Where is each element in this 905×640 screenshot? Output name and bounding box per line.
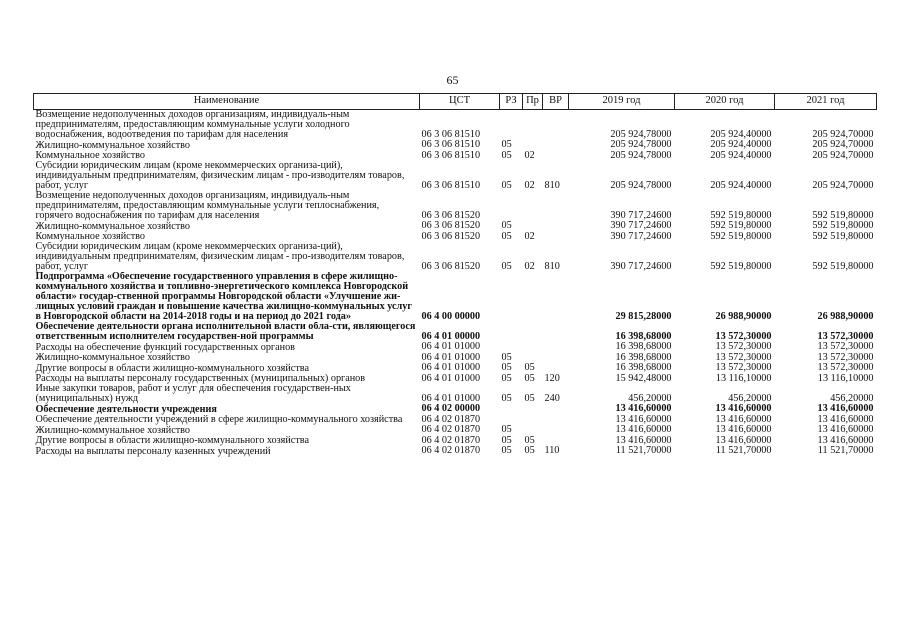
row-amount-2020: 456,20000 [728,392,772,404]
row-rz [500,342,523,353]
table-row [34,322,877,342]
row-amount-2020: 205 924,40000 [710,140,772,150]
row-rz [500,404,523,415]
row-name: Обеспечение деятельности учреждений в сфере жилищно-коммунального хозяйства [35,414,403,425]
row-cst: 06 4 00 00000 [421,310,481,322]
row-amount-2021: 13 416,60000 [817,435,874,446]
row-vr: 810 [544,260,560,272]
row-cst: 06 4 01 00000 [421,330,481,342]
row-amount-2020: 205 924,40000 [710,179,772,191]
header-2020: 2020 год [675,94,775,110]
row-amount-2019: 456,20000 [628,392,672,404]
header-name: Наименование [34,94,420,110]
table-row [34,436,877,447]
table-row [34,110,877,141]
row-rz [500,415,523,426]
row-vr: 240 [544,392,560,404]
row-name: Обеспечение деятельности органа исполнительной власти обла-сти, являющегося ответственным исполнителем государствен-ной программы [35,322,416,342]
row-rz: 05 [501,392,512,404]
row-cst: 06 3 06 81510 [421,179,481,191]
row-vr [543,140,569,151]
row-pr: 05 [524,435,535,446]
table-row [34,446,877,457]
row-amount-2019: 13 416,60000 [615,425,672,435]
row-amount-2021: 592 519,80000 [812,209,874,221]
row-rz [500,272,523,322]
row-name: Обеспечение деятельности учреждения [35,404,217,415]
row-amount-2020: 11 521,70000 [715,446,772,456]
row-name: Субсидии юридическим лицам (кроме некоммерческих организа-ций), индивидуальным предпринимателям, физическим лицам - про-изводителям товаров, работ, услуг [35,242,405,272]
row-rz: 05 [501,150,512,161]
row-pr [523,415,543,426]
row-amount-2019: 29 815,28000 [615,310,672,322]
row-amount-2019: 205 924,78000 [610,179,672,191]
row-amount-2019: 15 942,48000 [615,373,672,384]
table-row [34,404,877,415]
row-rz: 05 [501,425,512,435]
row-pr [523,342,543,353]
row-cst: 06 3 06 81520 [421,260,481,272]
row-rz [500,191,523,221]
row-amount-2020: 13 116,10000 [715,373,772,384]
row-amount-2020: 592 519,80000 [710,221,772,231]
row-rz: 05 [501,352,512,363]
row-amount-2019: 16 398,68000 [615,342,672,352]
row-name: Другие вопросы в области жилищно-коммунального хозяйства [35,435,309,446]
row-cst: 06 3 06 81520 [421,221,481,231]
row-name: Расходы на обеспечение функций государственных органов [35,342,295,353]
table-row [34,353,877,364]
row-amount-2020: 592 519,80000 [710,260,772,272]
row-pr: 02 [524,260,535,272]
row-cst: 06 3 06 81510 [421,150,481,161]
row-rz [500,110,523,141]
row-amount-2021: 13 572,30000 [817,342,874,352]
row-amount-2021: 13 116,10000 [817,373,874,384]
row-pr: 05 [524,392,535,404]
row-rz: 05 [501,231,512,242]
row-cst: 06 4 01 01000 [421,392,481,404]
row-amount-2019: 390 717,24600 [610,209,672,221]
row-pr [523,110,543,141]
header-pr: Пр [523,94,543,110]
table-row [34,151,877,162]
row-amount-2021: 26 988,90000 [817,310,874,322]
row-amount-2021: 205 924,70000 [812,128,874,140]
row-amount-2019: 13 416,60000 [615,414,672,425]
row-pr [523,140,543,151]
row-amount-2020: 13 572,30000 [715,352,772,363]
row-pr: 02 [524,150,535,161]
row-amount-2020: 26 988,90000 [715,310,772,322]
row-amount-2019: 16 398,68000 [615,330,672,342]
table-row [34,425,877,436]
row-pr [523,221,543,232]
row-name: Возмещение недополученных доходов организациям, индивидуаль-ным предпринимателям, предоставляющим коммунальные услуги теплоснабжения, горячего водоснабжения по тарифам для населения [35,191,380,221]
row-amount-2020: 13 572,30000 [715,342,772,352]
row-amount-2021: 13 416,60000 [817,404,874,414]
row-name: Возмещение недополученных доходов организациям, индивидуаль-ным предпринимателям, предоставляющим коммунальные услуги холодного водоснабжения, водоотведения по тарифам для населения [35,109,350,140]
table-row [34,161,877,191]
row-amount-2021: 11 521,70000 [817,446,874,456]
row-name: Коммунальное хозяйство [35,231,145,242]
row-cst: 06 4 01 01000 [421,342,481,352]
table-row [34,232,877,243]
row-vr [543,221,569,232]
row-pr [523,425,543,436]
row-cst: 06 3 06 81510 [421,140,481,150]
row-cst: 06 4 02 00000 [421,404,481,414]
row-name: Подпрограмма «Обеспечение государственного управления в сфере жилищно-коммунального хозяйства и топливно-энергетического комплекса Новгородской области» государ-ственной программы Новгородской области «Улучшение жи-лищных условий граждан и повышение качества жилищно-коммунальных услуг в Новгородской области на 2014-2018 годы и на период до 2021 года» [35,272,412,322]
row-cst: 06 4 01 01000 [421,363,481,373]
row-name: Расходы на выплаты персоналу казенных учреждений [35,446,271,457]
table-row [34,272,877,322]
row-amount-2021: 13 572,30000 [817,330,874,342]
row-vr: 120 [544,373,560,384]
row-vr [543,353,569,364]
row-amount-2019: 205 924,78000 [610,128,672,140]
row-amount-2021: 13 416,60000 [817,414,874,425]
row-pr: 05 [524,373,535,384]
row-vr [543,436,569,447]
row-rz: 05 [501,260,512,272]
row-amount-2021: 592 519,80000 [812,221,874,231]
row-amount-2021: 456,20000 [830,392,874,404]
row-amount-2019: 205 924,78000 [610,150,672,161]
row-amount-2019: 390 717,24600 [610,260,672,272]
row-amount-2019: 16 398,68000 [615,363,672,373]
row-amount-2019: 11 521,70000 [615,446,672,456]
row-cst: 06 3 06 81510 [421,128,481,140]
row-amount-2020: 205 924,40000 [710,128,772,140]
header-vr: ВР [543,94,569,110]
table-row [34,191,877,221]
page-number: 65 [446,73,459,87]
row-amount-2019: 13 416,60000 [615,435,672,446]
row-amount-2021: 13 572,30000 [817,352,874,363]
row-rz: 05 [501,179,512,191]
row-amount-2020: 13 572,30000 [715,330,772,342]
row-amount-2020: 205 924,40000 [710,150,772,161]
row-pr: 02 [524,179,535,191]
row-rz: 05 [501,435,512,446]
row-amount-2020: 592 519,80000 [710,231,772,242]
header-cst: ЦСТ [420,94,500,110]
row-rz: 05 [501,373,512,384]
row-cst: 06 4 01 01000 [421,352,481,363]
row-name: Расходы на выплаты персоналу государственных (муниципальных) органов [35,373,366,384]
row-amount-2019: 205 924,78000 [610,140,672,150]
row-name: Субсидии юридическим лицам (кроме некоммерческих организа-ций), индивидуальным предпринимателям, физическим лицам - про-изводителям товаров, работ, услуг [35,161,405,191]
row-pr [523,322,543,342]
row-rz: 05 [501,221,512,231]
row-amount-2020: 13 416,60000 [715,414,772,425]
table-row [34,384,877,404]
row-amount-2021: 13 572,30000 [817,363,874,373]
row-amount-2019: 390 717,24600 [610,221,672,231]
row-vr [543,191,569,221]
row-name: Другие вопросы в области жилищно-коммунального хозяйства [35,363,309,374]
row-cst: 06 3 06 81520 [421,209,481,221]
table-row [34,363,877,374]
row-amount-2021: 592 519,80000 [812,231,874,242]
row-vr [543,363,569,374]
row-amount-2021: 205 924,70000 [812,150,874,161]
row-rz: 05 [501,140,512,150]
row-name: Иные закупки товаров, работ и услуг для обеспечения государствен-ных (муниципальных) нужд [35,384,351,404]
row-pr: 05 [524,446,535,456]
row-pr [523,404,543,415]
row-pr [523,191,543,221]
row-vr [543,151,569,162]
row-name: Жилищно-коммунальное хозяйство [35,140,191,151]
row-name: Коммунальное хозяйство [35,150,145,161]
row-amount-2019: 16 398,68000 [615,352,672,363]
table-row [34,415,877,426]
table-row [34,242,877,272]
row-pr: 02 [524,231,535,242]
row-amount-2021: 13 416,60000 [817,425,874,435]
header-rz: РЗ [500,94,523,110]
row-name: Жилищно-коммунальное хозяйство [35,352,191,363]
table-body [34,110,877,457]
row-amount-2020: 13 416,60000 [715,425,772,435]
row-amount-2019: 13 416,60000 [615,404,672,414]
table-row [34,140,877,151]
header-2021: 2021 год [775,94,877,110]
row-amount-2021: 205 924,70000 [812,140,874,150]
row-rz [500,322,523,342]
row-amount-2019: 390 717,24600 [610,231,672,242]
row-pr [523,353,543,364]
row-name: Жилищно-коммунальное хозяйство [35,425,191,436]
row-vr [543,342,569,353]
row-vr: 810 [544,179,560,191]
table-header-row [34,94,877,110]
row-pr: 05 [524,363,535,373]
row-rz: 05 [501,363,512,373]
row-vr [543,425,569,436]
row-pr [523,272,543,322]
row-cst: 06 4 02 01870 [421,435,481,446]
table-row [34,221,877,232]
row-vr [543,272,569,322]
table-row [34,342,877,353]
row-amount-2020: 592 519,80000 [710,209,772,221]
header-2019: 2019 год [569,94,675,110]
budget-table [33,93,877,457]
row-amount-2021: 205 924,70000 [812,179,874,191]
row-cst: 06 3 06 81520 [421,231,481,242]
row-vr [543,232,569,243]
row-amount-2020: 13 572,30000 [715,363,772,373]
row-vr: 110 [544,446,560,456]
row-cst: 06 4 01 01000 [421,373,481,384]
row-rz: 05 [501,446,512,456]
row-vr [543,404,569,415]
table-row [34,374,877,385]
row-vr [543,322,569,342]
row-amount-2020: 13 416,60000 [715,404,772,414]
row-name: Жилищно-коммунальное хозяйство [35,221,191,232]
row-cst: 06 4 02 01870 [421,425,481,435]
row-vr [543,110,569,141]
row-cst: 06 4 02 01870 [421,414,481,425]
row-amount-2021: 592 519,80000 [812,260,874,272]
row-cst: 06 4 02 01870 [421,446,481,456]
row-amount-2020: 13 416,60000 [715,435,772,446]
row-vr [543,415,569,426]
